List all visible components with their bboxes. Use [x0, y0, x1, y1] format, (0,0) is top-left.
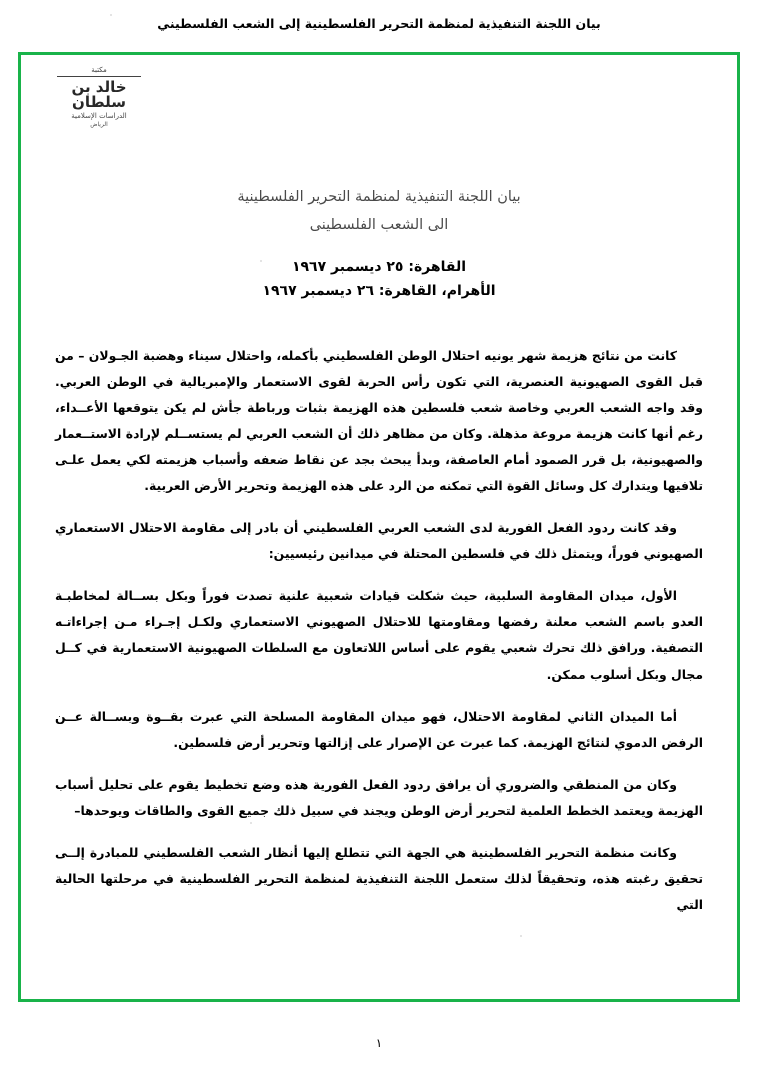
page-number: ١: [375, 1036, 383, 1050]
dateline: [55, 259, 703, 299]
scan-speck: [110, 14, 112, 16]
stamp-main-text: خالد بن سلطان: [71, 78, 127, 111]
document-title: [55, 189, 703, 233]
paragraph: وقد كانت ردود الفعل الفورية لدى الشعب العربي الفلسطيني أن بادر إلى مقاومة الاحتلال الاستعماري الصهيوني فوراً، ويتمثل ذلك في فلسطين المحتلة في ميدانين رئيسيين:: [55, 520, 703, 562]
page-content: [21, 55, 737, 999]
stamp-bottom-text: الدراسات الإسلامية: [71, 112, 127, 120]
paragraph: وكان من المنطقي والضروري أن يرافق ردود الفعل الفورية هذه وضع تخطيط يقوم على تحليل أسباب الهزيمة ويعتمد الخطط العلمية لتحرير أرض الوطن ويجند في سبيل ذلك جميع القوى والطاقات ويوحدها–: [55, 776, 703, 818]
library-stamp-icon: [57, 67, 141, 147]
running-header: بيان اللجنة التنفيذية لمنظمة التحرير الفلسطينية إلى الشعب الفلسطيني: [157, 16, 601, 31]
scan-speck: [250, 822, 252, 824]
title-line-1: بيان اللجنة التنفيذية لمنظمة التحرير الفلسطينية: [237, 189, 521, 205]
green-page-frame: [18, 52, 740, 1002]
dateline-source: الأهرام، القاهرة: ٢٦ ديسمبر ١٩٦٧: [262, 283, 496, 299]
paragraph: كانت من نتائج هزيمة شهر يونيه احتلال الوطن الفلسطيني بأكمله، واحتلال سيناء وهضبة الجـولان – من قبل القوى الصهيونية العنصرية، التي تكون رأس الحربة لقوى الاستعمار والإمبريالية في الوطن العربي. وقد واجه الشعب العربي وخاصة شعب فلسطين هذه الهزيمة بثبات ورباطة جأش لم يكن يتوقعها الأعــداء، رغم أنها كانت هزيمة مروعة مذهلة. وكان من مظاهر ذلك أن الشعب العربي لم يستســلم لإرادة الاستــعمار والصهيونية، بل قرر الصمود أمام العاصفة، وبدأ يبحث بجد عن نقاط ضعفه وأسباب هزيمته لكي يعمل علـى تلافيها ويتدارك كل وسائل القوة التي تمكنه من الرد على هذه الهزيمة وتحرير الأرض العربية.: [55, 348, 703, 494]
stamp-sub-text: الرياض: [90, 121, 108, 128]
stamp-top-text: مكتبة: [57, 67, 141, 77]
paragraph: وكانت منظمة التحرير الفلسطينية هي الجهة التي تتطلع إليها أنظار الشعب الفلسطيني للمبادرة إلــى تحقيق رغبته هذه، وتحقيقاً لذلك ستعمل اللجنة التنفيذية لمنظمة التحرير الفلسطينية في مرحلتها الحالية التي: [55, 844, 703, 912]
paragraph: الأول، ميدان المقاومة السلبية، حيث شكلت قيادات شعبية علنية تصدت فوراً وبكل بســالة لمخاطبـة العدو باسم الشعب معلنة رفضها ومقاومتها للاحتلال الصهيوني الاستعماري ولكـل إجـراء مـن إجراءاتـه التصفية. ورافق ذلك تحرك شعبي يقوم على أساس اللاتعاون مع السلطات الصهيونية الاستعمارية في كــل مجال وبكل أسلوب ممكن.: [55, 588, 703, 682]
scan-speck: [520, 935, 522, 937]
body-text: [55, 343, 703, 918]
scan-speck: [260, 260, 262, 262]
paragraph: أما الميدان الثاني لمقاومة الاحتلال، فهو ميدان المقاومة المسلحة التي عبرت بقــوة وبســالة عــن الرفض الدموي لنتائج الهزيمة. كما عبرت عن الإصرار على إزالتها وتحرير أرض فلسطين.: [55, 708, 703, 750]
title-line-2: الى الشعب الفلسطينى: [309, 217, 449, 233]
dateline-issue: القاهرة: ٢٥ ديسمبر ١٩٦٧: [291, 259, 467, 275]
